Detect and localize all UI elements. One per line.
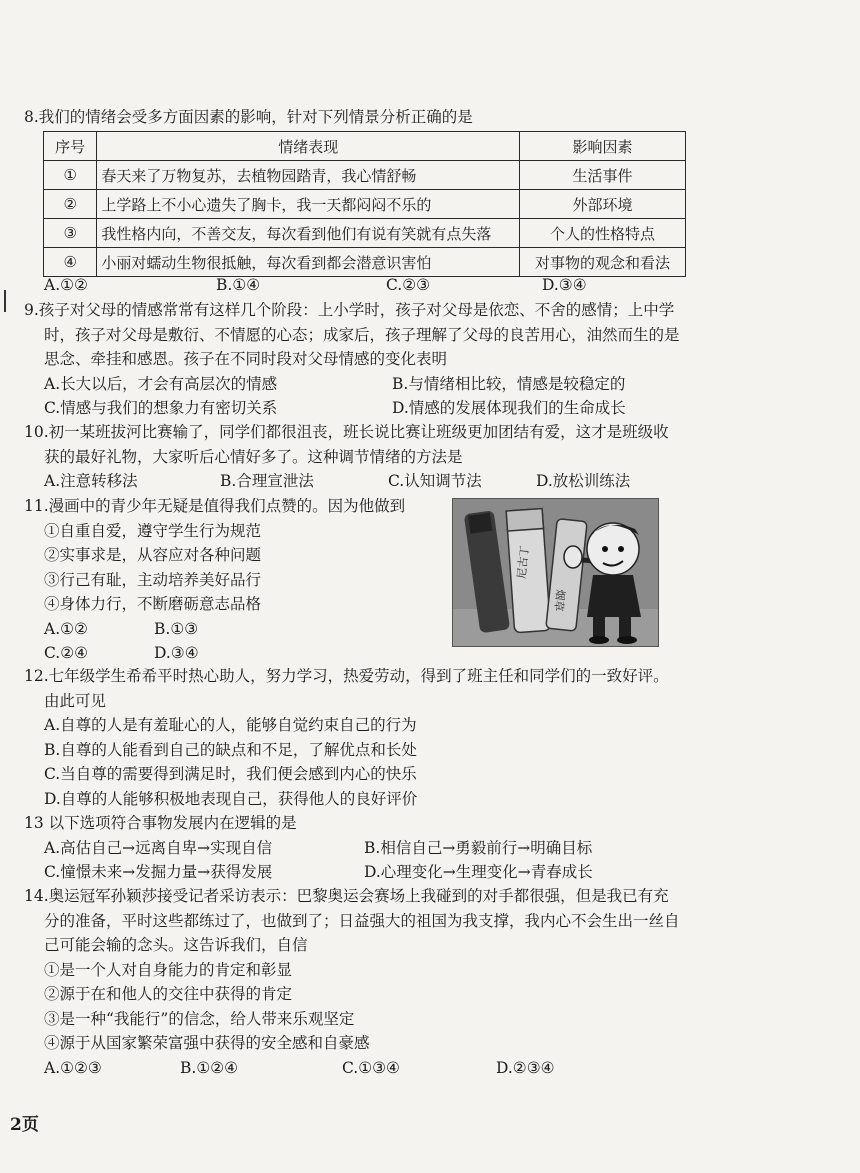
option-b[interactable]: B.①③ (154, 619, 199, 638)
option-c[interactable]: C.憧憬未来→发掘力量→获得发展 (44, 863, 273, 881)
table-row (44, 219, 686, 248)
option-a[interactable]: A.注意转移法 (44, 472, 138, 490)
option-d[interactable]: D.情感的发展体现我们的生命成长 (392, 399, 626, 417)
margin-mark (4, 290, 6, 312)
table-row (44, 161, 686, 190)
option-b[interactable]: B.与情绪相比较，情感是较稳定的 (392, 374, 626, 393)
q14-line: 分的准备，平时这些都练过了，也做到了；日益强大的祖国为我支撑，我内心不会生出一丝自 (44, 911, 680, 930)
table-header-row (44, 132, 686, 161)
q11-item: ②实事求是，从容应对各种问题 (44, 546, 262, 564)
q13-options-row (24, 836, 724, 861)
q11-stem: 11.漫画中的青少年无疑是值得我们点赞的。因为他做到 (24, 497, 406, 515)
q10-options-row (24, 469, 724, 494)
q12-line: 12.七年级学生希希平时热心助人，努力学习，热爱劳动，得到了班主任和同学们的一致好评。 (24, 667, 669, 685)
option-b[interactable]: B.①②④ (180, 1058, 239, 1077)
option-d[interactable]: D.③④ (154, 644, 199, 662)
option-d[interactable]: D.②③④ (496, 1058, 555, 1077)
q14-item: ④源于从国家繁荣富强中获得的安全感和自豪感 (44, 1034, 370, 1052)
cartoon-label: 烟草 (551, 588, 567, 612)
option-b[interactable]: B.自尊的人能看到自己的缺点和不足，了解优点和长处 (44, 740, 417, 759)
table-cell: 我性格内向，不善交友，每次看到他们有说有笑就有点失落 (97, 219, 520, 248)
cartoon-label: 尼古丁 (515, 545, 532, 580)
table-cell: ③ (44, 219, 97, 248)
table-cell: ① (44, 161, 97, 190)
table-cell: 个人的性格特点 (520, 219, 686, 248)
q11-options-row (24, 641, 444, 666)
table-cell: ② (44, 190, 97, 219)
option-a[interactable]: A.①② (44, 276, 88, 294)
option-a[interactable]: A.高估自己→远离自卑→实现自信 (44, 838, 273, 857)
q14-item: ③是一种“我能行”的信念，给人带来乐观坚定 (44, 1009, 355, 1028)
table-cell: 上学路上不小心遗失了胸卡，我一天都闷闷不乐的 (97, 190, 520, 219)
q11-item: ④身体力行，不断磨砺意志品格 (44, 595, 262, 613)
q11-item: ③行己有耻，主动培养美好品行 (44, 570, 262, 589)
q14-line: 己可能会输的念头。这告诉我们，自信 (44, 936, 308, 954)
option-b[interactable]: B.①④ (216, 276, 261, 294)
q10-line: 10.初一某班拔河比赛输了，同学们都很沮丧，班长说比赛让班级更加团结有爱，这才是班级收 (24, 423, 669, 441)
table-cell: 小丽对蠕动生物很抵触，每次看到都会潜意识害怕 (97, 248, 520, 277)
option-c[interactable]: C.情感与我们的想象力有密切关系 (44, 399, 278, 417)
q13 (24, 811, 724, 885)
q10-line: 获的最好礼物，大家听后心情好多了。这种调节情绪的方法是 (44, 447, 463, 466)
q14-options-row (24, 1056, 724, 1081)
table-cell: 生活事件 (520, 161, 686, 190)
option-c[interactable]: C.②④ (44, 644, 89, 662)
table-cell: 外部环境 (520, 190, 686, 219)
q9-options-row (24, 372, 724, 397)
table-header: 序号 (44, 132, 97, 161)
q14-item: ②源于在和他人的交往中获得的肯定 (44, 985, 293, 1003)
option-a[interactable]: A.①② (44, 619, 88, 638)
option-a[interactable]: A.自尊的人是有羞耻心的人，能够自觉约束自己的行为 (44, 716, 417, 734)
cartoon-illustration (453, 499, 658, 646)
table-cell: 春天来了万物复苏，去植物园踏青，我心情舒畅 (97, 161, 520, 190)
option-b[interactable]: B.相信自己→勇毅前行→明确目标 (364, 838, 593, 857)
page-number: 2页 (10, 1115, 39, 1135)
table-header: 情绪表现 (97, 132, 520, 161)
option-c[interactable]: C.①③④ (342, 1058, 400, 1077)
q8-table (43, 131, 686, 277)
table-cell: ④ (44, 248, 97, 277)
q13-stem: 13 以下选项符合事物发展内在逻辑的是 (24, 814, 297, 832)
table-cell: 对事物的观念和看法 (520, 248, 686, 277)
option-d[interactable]: D.自尊的人能够积极地表现自己，获得他人的良好评价 (44, 789, 418, 808)
option-c[interactable]: C.当自尊的需要得到满足时，我们便会感到内心的快乐 (44, 765, 417, 783)
q14-line: 14.奥运冠军孙颖莎接受记者采访表示：巴黎奥运会赛场上我碰到的对手都很强，但是我已有充 (24, 887, 669, 905)
option-d[interactable]: D.放松训练法 (536, 472, 631, 490)
table-header: 影响因素 (520, 132, 686, 161)
option-d[interactable]: D.③④ (542, 276, 587, 294)
q14 (24, 884, 724, 1080)
option-a[interactable]: A.长大以后，才会有高层次的情感 (44, 374, 278, 393)
option-d[interactable]: D.心理变化→生理变化→青春成长 (364, 863, 593, 881)
q9-line: 时，孩子对父母是敷衍、不情愿的心态；成家后，孩子理解了父母的良苦用心，油然而生的是 (44, 325, 680, 344)
q12-line: 由此可见 (44, 691, 107, 710)
table-row (44, 190, 686, 219)
q9-line: 思念、牵挂和感恩。孩子在不同时段对父母情感的变化表明 (44, 350, 448, 368)
q11 (24, 494, 444, 666)
q10 (24, 420, 724, 494)
q9-line: 9.孩子对父母的情感常常有这样几个阶段：上小学时，孩子对父母是依恋、不舍的感情；上中学 (24, 301, 675, 319)
q11-options-row (24, 617, 444, 642)
q12 (24, 664, 724, 811)
option-b[interactable]: B.合理宣泄法 (220, 472, 314, 490)
option-a[interactable]: A.①②③ (44, 1058, 102, 1077)
q13-options-row (24, 860, 724, 885)
q9-options-row (24, 396, 724, 421)
q9 (24, 298, 724, 421)
cartoon-image (452, 498, 659, 647)
q8-options (44, 273, 684, 297)
option-c[interactable]: C.认知调节法 (388, 472, 482, 490)
q8-stem: 8.我们的情绪会受多方面因素的影响，针对下列情景分析正确的是 (24, 108, 473, 126)
option-c[interactable]: C.②③ (386, 276, 431, 294)
q14-item: ①是一个人对自身能力的肯定和彰显 (44, 960, 293, 979)
q11-item: ①自重自爱，遵守学生行为规范 (44, 521, 262, 540)
